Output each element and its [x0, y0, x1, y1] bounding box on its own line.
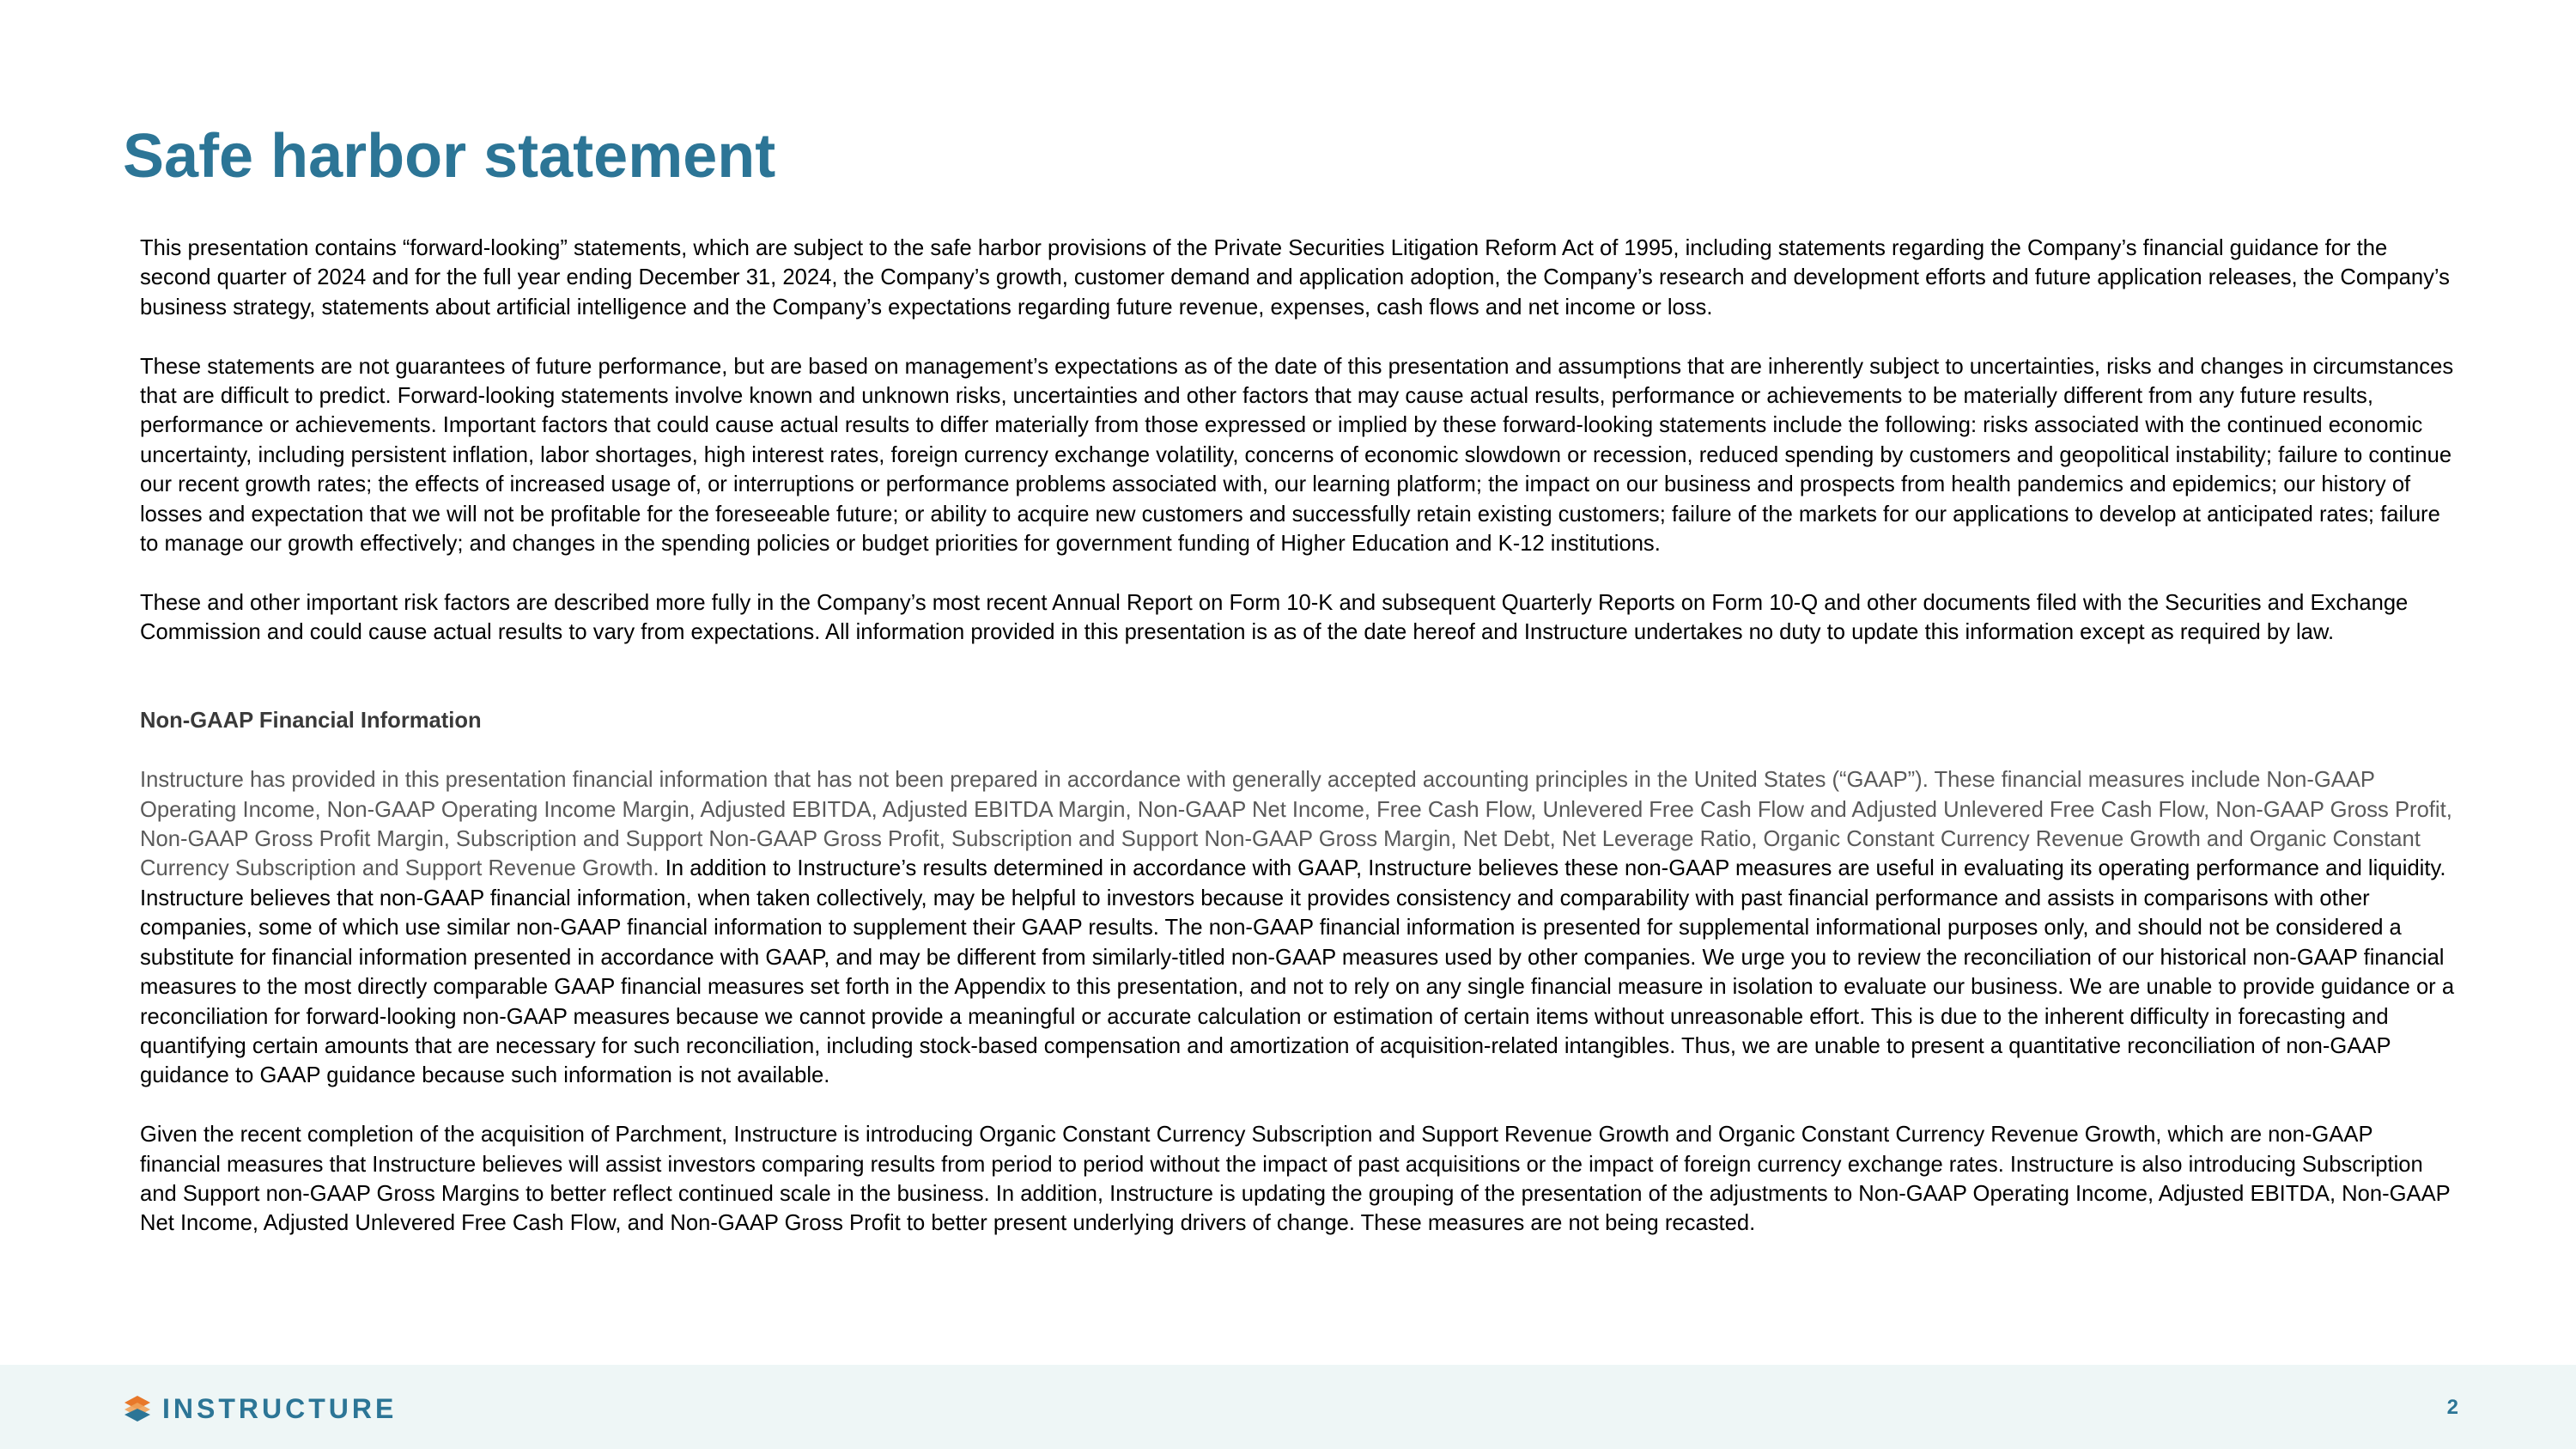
instructure-logo	[123, 1393, 397, 1424]
paragraph-parchment-acquisition: Given the recent completion of the acquisition of Parchment, Instructure is introducing Organic Constant Currency Subscription and Support Revenue Growth and Organic Constant Currency Revenue Growth, which are non-GAAP financial measures that Instructure believes will assist investors comparing results from period to period without the impact of past acquisitions or the impact of foreign currency exchange rates. Instructure is also introducing Subscription and Support non-GAAP Gross Margins to better reflect continued scale in the business. In addition, Instructure is updating the grouping of the presentation of the adjustments to Non-GAAP Operating Income, Adjusted EBITDA, Non-GAAP Net Income, Adjusted Unlevered Free Cash Flow, and Non-GAAP Gross Profit to better present underlying drivers of change. These measures are not being recasted.	[140, 1123, 2451, 1236]
paragraph-forward-looking: This presentation contains “forward-looking” statements, which are subject to the safe harbor provisions of the Private Securities Litigation Reform Act of 1995, including statements regarding the Company’s financial guidance for the second quarter of 2024 and for the full year ending December 31, 2024, the Company’s growth, customer demand and application adoption, the Company’s research and development efforts and future application releases, the Company’s business strategy, statements about artificial intelligence and the Company’s expectations regarding future revenue, expenses, cash flows and net income or loss.	[140, 236, 2450, 320]
page-title: Safe harbor statement	[123, 122, 776, 191]
non-gaap-measures-text: Instructure has provided in this presentation financial information that has not been prepared in accordance with generally accepted accounting principles in the United States (“GAAP”). These financial measures include Non-GAAP Operating Income, Non-GAAP Operating Income Margin, Adjusted EBITDA, Adjusted EBITDA Margin, Non-GAAP Net Income, Free Cash Flow, Unlevered Free Cash Flow and Adjusted Unlevered Free Cash Flow, Non-GAAP Gross Profit, Non-GAAP Gross Profit Margin, Subscription and Support Non-GAAP Gross Profit, Subscription and Support Non-GAAP Gross Margin, Net Debt, Net Leverage Ratio, Organic Constant Currency Revenue Growth and Organic Constant Currency Subscription and Support Revenue Growth.	[140, 768, 2452, 881]
non-gaap-explanation-text: In addition to Instructure’s results determined in accordance with GAAP, Instructure believes these non-GAAP measures are useful in evaluating its operating performance and liquidity. Instructure believes that non-GAAP financial information, when taken collectively, may be helpful to investors because it provides consistency and comparability with past financial performance and assists in comparisons with other companies, some of which use similar non-GAAP financial information to supplement their GAAP results. The non-GAAP financial information is presented for supplemental informational purposes only, and should not be considered a substitute for financial information presented in accordance with GAAP, and may be different from similarly-titled non-GAAP measures used by other companies. We urge you to review the reconciliation of our historical non-GAAP financial measures to the most directly comparable GAAP financial measures set forth in the Appendix to this presentation, and not to rely on any single financial measure in isolation to evaluate our business. We are unable to provide guidance or a reconciliation for forward-looking non-GAAP measures because we cannot provide a meaningful or accurate calculation or estimation of certain items without unreasonable effort. This is due to the inherent difficulty in forecasting and quantifying certain amounts that are necessary for such reconciliation, including stock-based compensation and amortization of acquisition-related intangibles. Thus, we are unable to present a quantitative reconciliation of non-GAAP guidance to GAAP guidance because such information is not available.	[140, 856, 2455, 1088]
paragraph-risk-factors: These and other important risk factors are described more fully in the Company’s most recent Annual Report on Form 10-K and subsequent Quarterly Reports on Form 10-Q and other documents filed with the Securities and Exchange Commission and could cause actual results to vary from expectations. All information provided in this presentation is as of the date hereof and Instructure undertakes no duty to update this information except as required by law.	[140, 590, 2409, 645]
paragraph-guarantees: These statements are not guarantees of future performance, but are based on management’s expectations as of the date of this presentation and assumptions that are inherently subject to uncertainties, risks and changes in circumstances that are difficult to predict. Forward-looking statements involve known and unknown risks, uncertainties and other factors that may cause actual results, performance or achievements to be materially different from any future results, performance or achievements. Important factors that could cause actual results to differ materially from those expressed or implied by these forward-looking statements include the following: risks associated with the continued economic uncertainty, including persistent inflation, labor shortages, high interest rates, foreign currency exchange volatility, concerns of economic slowdown or recession, reduced spending by customers and geopolitical instability; failure to continue our recent growth rates; the effects of increased usage of, or interruptions or performance problems associated with, our learning platform; the impact on our business and prospects from health pandemics and epidemics; our history of losses and expectation that we will not be profitable for the foreseeable future; or ability to acquire new customers and successfully retain existing customers; failure of the markets for our applications to develop at anticipated rates; failure to manage our growth effectively; and changes in the spending policies or budget priorities for government funding of Higher Education and K-12 institutions.	[140, 354, 2454, 557]
page-number: 2	[2446, 1396, 2458, 1419]
footer-bar	[0, 1365, 2576, 1449]
logo-wordmark: INSTRUCTURE	[162, 1393, 398, 1424]
safe-harbor-body	[140, 234, 2458, 1239]
instructure-logo-icon	[123, 1394, 152, 1423]
paragraph-non-gaap	[140, 765, 2458, 1090]
non-gaap-heading: Non-GAAP Financial Information	[140, 709, 482, 734]
